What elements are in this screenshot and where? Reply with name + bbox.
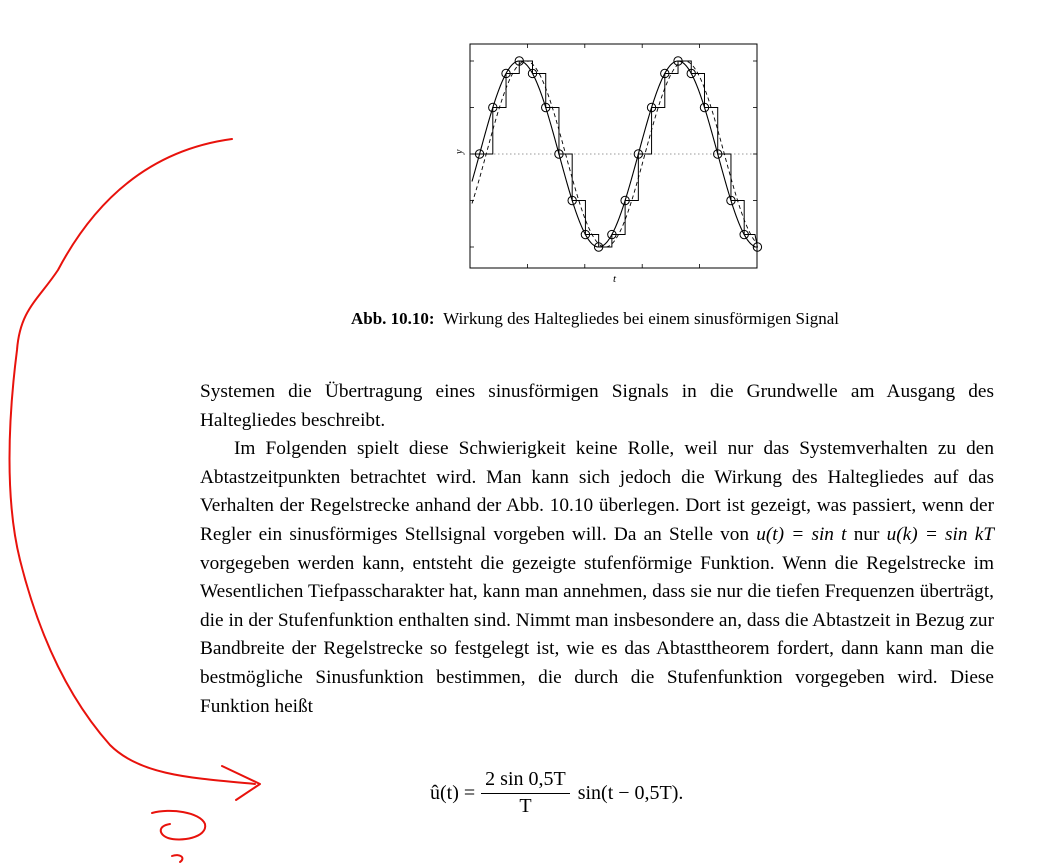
paragraph-1: Systemen die Übertragung eines sinusförmigen Signals in die Grundwelle am Ausgang des Haltegliedes beschreibt. xyxy=(200,381,994,431)
equation-fraction xyxy=(481,768,570,818)
y-axis-label: y xyxy=(454,149,465,154)
figure xyxy=(450,36,770,286)
equation-numerator: 2 sin 0,5T xyxy=(481,768,570,794)
paragraph-2-part-b: nur xyxy=(846,523,887,545)
sine-hold-plot xyxy=(450,36,770,286)
paragraph-2 xyxy=(200,435,994,721)
inline-math-u-t: u(t) = sin t xyxy=(756,523,847,545)
display-equation xyxy=(430,760,770,826)
equation-denominator: T xyxy=(519,795,532,817)
figure-caption xyxy=(200,309,990,329)
equation-lhs: û(t) = xyxy=(430,781,476,804)
caption-label: Abb. 10.10: xyxy=(350,309,435,328)
paragraph-2-part-c: vorgegeben werden kann, entsteht die gezeigte stufenförmige Funktion. Wenn die Regelstrecke im Wesentlichen Tiefpasscharakter hat, kann man annehmen, dass sie nur die tiefen Frequenzen überträgt, die in der Stufenfunktion enthalten sind. Nimmt man insbesondere an, dass die Abtastzeit in Bezug zur Bandbreite der Regelstrecke so festgelegt ist, wie es das Abtasttheorem fordert, dann kann man die bestmögliche Sinusfunktion bestimmen, die durch die Stufenfunktion vorgegeben wird. Diese Funktion heißt xyxy=(200,552,994,717)
inline-math-u-k: u(k) = sin kT xyxy=(886,523,995,545)
caption-text: Wirkung des Haltegliedes bei einem sinusförmigen Signal xyxy=(443,309,839,328)
annotation-arrowhead xyxy=(222,766,260,800)
x-axis-label: t xyxy=(613,273,617,285)
annotation-scribble xyxy=(152,811,205,862)
body-text xyxy=(200,378,994,721)
paragraph-2-part-a: Im Folgenden spielt diese Schwierigkeit keine Rolle, weil nur das Systemverhalten zu den Abtastzeitpunkten betrachtet wird. Man kann sich jedoch die Wirkung des Haltegliedes auf das Verhalten der Regelstrecke anhand der Abb. 10.10 überlegen. Dort ist gezeigt, was passiert, wenn der Regler ein sinusförmiges Stellsignal vorgeben will. Da an Stelle von xyxy=(200,438,994,545)
equation-rhs: sin(t − 0,5T). xyxy=(577,781,684,804)
